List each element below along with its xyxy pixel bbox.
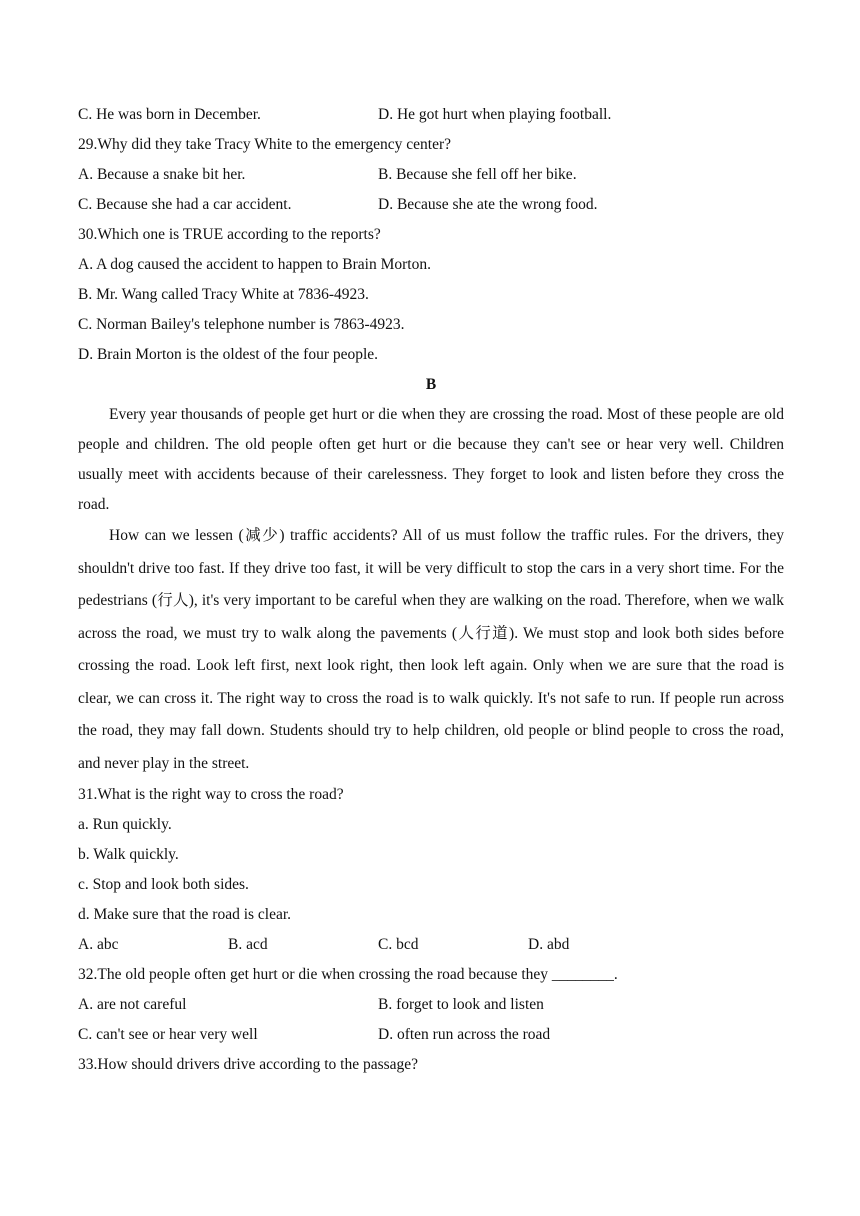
document-page — [78, 100, 784, 1080]
option-row — [78, 1020, 784, 1050]
question-32: 32.The old people often get hurt or die when crossing the road because they ________. — [78, 966, 618, 983]
option-c: C. can't see or hear very well — [78, 1026, 258, 1043]
option-c: C. Norman Bailey's telephone number is 7863-4923. — [78, 316, 405, 333]
passage-paragraph-1: Every year thousands of people get hurt or die when they are crossing the road. Most of these people are old people and children. The old people often get hurt or die because they can't see or hear very well. Children usually meet with accidents because of their carelessness. They forget to look and listen before they cross the road. — [78, 406, 784, 513]
list-item: d. Make sure that the road is clear. — [78, 906, 292, 923]
option-row — [78, 160, 784, 190]
list-item: c. Stop and look both sides. — [78, 876, 249, 893]
option-row — [78, 100, 784, 130]
list-item: a. Run quickly. — [78, 816, 172, 833]
option-d: D. abd — [528, 936, 570, 953]
option-b: B. acd — [228, 936, 268, 953]
question-33: 33.How should drivers drive according to the passage? — [78, 1056, 419, 1073]
option-b: B. forget to look and listen — [378, 996, 544, 1013]
option-b: B. Because she fell off her bike. — [378, 166, 577, 183]
option-c: C. He was born in December. — [78, 106, 261, 123]
section-title: B — [425, 376, 437, 393]
option-d: D. Brain Morton is the oldest of the four people. — [78, 346, 379, 363]
option-c: C. Because she had a car accident. — [78, 196, 292, 213]
list-item: b. Walk quickly. — [78, 846, 179, 863]
option-b: B. Mr. Wang called Tracy White at 7836-4923. — [78, 286, 369, 303]
option-row — [78, 990, 784, 1020]
option-row — [78, 930, 784, 960]
option-a: A. are not careful — [78, 996, 187, 1013]
option-c: C. bcd — [378, 936, 419, 953]
option-a: A. Because a snake bit her. — [78, 166, 246, 183]
question-31: 31.What is the right way to cross the road? — [78, 786, 344, 803]
option-d: D. often run across the road — [378, 1026, 551, 1043]
option-a: A. abc — [78, 936, 119, 953]
question-30: 30.Which one is TRUE according to the reports? — [78, 226, 381, 243]
option-d: D. Because she ate the wrong food. — [378, 196, 598, 213]
option-a: A. A dog caused the accident to happen to Brain Morton. — [78, 256, 431, 273]
option-row — [78, 190, 784, 220]
option-d: D. He got hurt when playing football. — [378, 106, 612, 123]
question-29: 29.Why did they take Tracy White to the emergency center? — [78, 136, 452, 153]
passage-paragraph-2: How can we lessen (减少) traffic accidents? All of us must follow the traffic rules. For the drivers, they shouldn't drive too fast. If they drive too fast, it will be very difficult to stop the cars in a very short time. For the pedestrians (行人), it's very important to be careful when they are walking on the road. Therefore, when we walk across the road, we must try to walk along the pavements (人行道). We must stop and look both sides before crossing the road. Look left first, next look right, then look left again. Only when we are sure that the road is clear, we can cross it. The right way to cross the road is to walk quickly. It's not safe to run. If people run across the road, they may fall down. Students should try to help children, old people or blind people to cross the road, and never play in the street. — [78, 527, 784, 772]
